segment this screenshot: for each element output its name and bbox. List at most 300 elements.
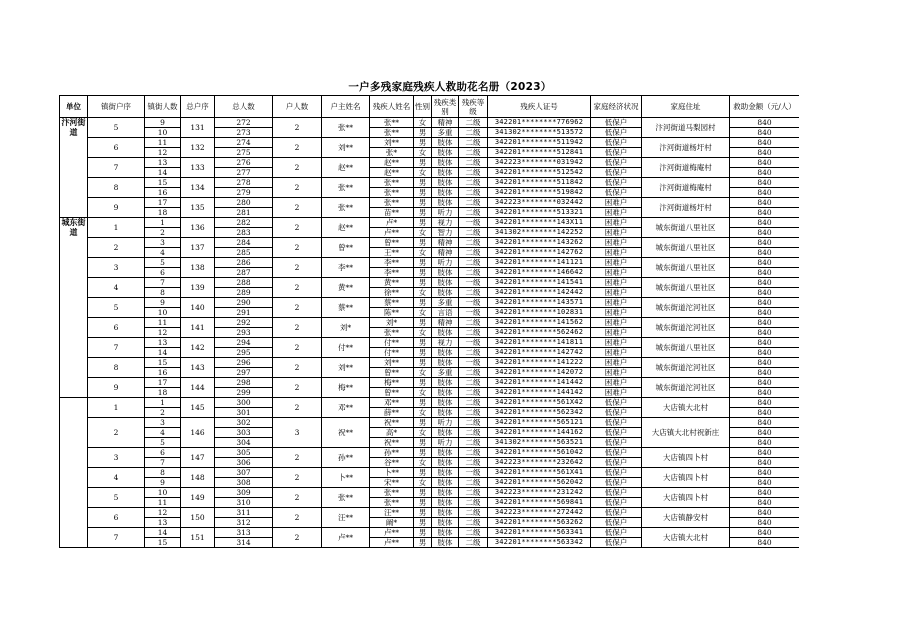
amount-cell: 840 <box>730 188 800 198</box>
disability-type-cell: 视力 <box>432 218 459 228</box>
amount-cell: 840 <box>730 238 800 248</box>
person-name-cell: 张** <box>370 118 414 128</box>
economic-status-cell: 低保户 <box>591 468 642 478</box>
household-size-cell: 2 <box>273 448 322 468</box>
table-row <box>60 378 800 388</box>
sex-cell: 男 <box>414 278 432 288</box>
household-size-cell: 2 <box>273 398 322 418</box>
certificate-id-cell: 342201********511942 <box>488 138 591 148</box>
certificate-id-cell: 342223********231242 <box>488 488 591 498</box>
disability-type-cell: 肢体 <box>432 398 459 408</box>
address-cell: 城东街道八里社区 <box>642 258 730 278</box>
disability-type-cell: 肢体 <box>432 508 459 518</box>
disability-type-cell: 肢体 <box>432 468 459 478</box>
disability-level-cell: 二级 <box>459 498 488 508</box>
table-row <box>60 218 800 228</box>
disability-level-cell: 一级 <box>459 298 488 308</box>
disability-type-cell: 肢体 <box>432 448 459 458</box>
certificate-id-cell: 342201********141811 <box>488 338 591 348</box>
total-household-seq-cell: 150 <box>181 508 215 528</box>
address-cell: 城东街道沱河社区 <box>642 298 730 318</box>
person-name-cell: 卢** <box>370 228 414 238</box>
disability-level-cell: 二级 <box>459 128 488 138</box>
amount-cell: 840 <box>730 158 800 168</box>
household-head-cell: 卢** <box>322 528 370 548</box>
household-seq-cell: 3 <box>88 258 145 278</box>
economic-status-cell: 低保户 <box>591 118 642 128</box>
unit-name-cell: 汴河街道 <box>60 118 88 218</box>
person-index-cell: 12 <box>145 328 181 338</box>
header-cell: 户主姓名 <box>322 96 370 118</box>
disability-level-cell: 一级 <box>459 468 488 478</box>
person-index-cell: 12 <box>145 508 181 518</box>
header-cell: 总户序 <box>181 96 215 118</box>
amount-cell: 840 <box>730 518 800 528</box>
disability-level-cell: 二级 <box>459 418 488 428</box>
person-index-cell: 2 <box>145 408 181 418</box>
person-name-cell: 张* <box>370 148 414 158</box>
total-person-cell: 288 <box>215 278 273 288</box>
disability-type-cell: 肢体 <box>432 528 459 538</box>
certificate-id-cell: 342201********563341 <box>488 528 591 538</box>
person-name-cell: 曾** <box>370 388 414 398</box>
address-cell: 汴河街道梅庵村 <box>642 178 730 198</box>
person-index-cell: 15 <box>145 538 181 548</box>
economic-status-cell: 困难户 <box>591 218 642 228</box>
person-index-cell: 8 <box>145 468 181 478</box>
household-seq-cell: 2 <box>88 238 145 258</box>
certificate-id-cell: 342201********142762 <box>488 248 591 258</box>
total-person-cell: 307 <box>215 468 273 478</box>
household-head-cell: 孙** <box>322 448 370 468</box>
person-index-cell: 9 <box>145 118 181 128</box>
sex-cell: 男 <box>414 188 432 198</box>
person-name-cell: 祝** <box>370 438 414 448</box>
household-size-cell: 2 <box>273 178 322 198</box>
table-row <box>60 358 800 368</box>
economic-status-cell: 低保户 <box>591 488 642 498</box>
person-index-cell: 11 <box>145 498 181 508</box>
household-head-cell: 梅** <box>322 378 370 398</box>
person-index-cell: 9 <box>145 478 181 488</box>
certificate-id-cell: 342201********561042 <box>488 448 591 458</box>
table-row <box>60 258 800 268</box>
person-index-cell: 1 <box>145 218 181 228</box>
person-name-cell: 刘** <box>370 138 414 148</box>
address-cell: 大店镇大北村祝新庄 <box>642 418 730 448</box>
disability-type-cell: 视力 <box>432 338 459 348</box>
page-title: 一户多残家庭残疾人救助花名册（2023） <box>348 81 552 93</box>
person-index-cell: 3 <box>145 238 181 248</box>
economic-status-cell: 困难户 <box>591 388 642 398</box>
economic-status-cell: 困难户 <box>591 238 642 248</box>
household-size-cell: 2 <box>273 528 322 548</box>
economic-status-cell: 低保户 <box>591 158 642 168</box>
household-seq-cell: 9 <box>88 378 145 398</box>
address-cell: 城东街道八里社区 <box>642 278 730 298</box>
header-cell: 单位 <box>60 96 88 118</box>
person-name-cell: 刘* <box>370 318 414 328</box>
amount-cell: 840 <box>730 308 800 318</box>
certificate-id-cell: 342201********143X11 <box>488 218 591 228</box>
household-seq-cell: 6 <box>88 138 145 158</box>
person-name-cell: 苗** <box>370 208 414 218</box>
economic-status-cell: 困难户 <box>591 228 642 238</box>
person-name-cell: 张** <box>370 178 414 188</box>
certificate-id-cell: 342201********141562 <box>488 318 591 328</box>
person-index-cell: 3 <box>145 418 181 428</box>
amount-cell: 840 <box>730 438 800 448</box>
economic-status-cell: 低保户 <box>591 168 642 178</box>
disability-type-cell: 肢体 <box>432 198 459 208</box>
address-cell: 大店镇四卜村 <box>642 488 730 508</box>
disability-type-cell: 肢体 <box>432 458 459 468</box>
household-seq-cell: 1 <box>88 398 145 418</box>
table-row <box>60 418 800 428</box>
total-household-seq-cell: 151 <box>181 528 215 548</box>
total-household-seq-cell: 132 <box>181 138 215 158</box>
total-household-seq-cell: 137 <box>181 238 215 258</box>
person-name-cell: 阚* <box>370 518 414 528</box>
total-person-cell: 275 <box>215 148 273 158</box>
certificate-id-cell: 342201********563262 <box>488 518 591 528</box>
household-size-cell: 2 <box>273 138 322 158</box>
address-cell: 城东街道沱河社区 <box>642 358 730 378</box>
person-name-cell: 曾** <box>370 368 414 378</box>
disability-type-cell: 言语 <box>432 308 459 318</box>
header-cell: 镇街户序 <box>88 96 145 118</box>
disability-type-cell: 精神 <box>432 118 459 128</box>
total-person-cell: 309 <box>215 488 273 498</box>
disability-level-cell: 二级 <box>459 288 488 298</box>
disability-level-cell: 二级 <box>459 228 488 238</box>
amount-cell: 840 <box>730 428 800 438</box>
household-head-cell: 张** <box>322 118 370 138</box>
table-row <box>60 178 800 188</box>
disability-level-cell: 一级 <box>459 218 488 228</box>
total-person-cell: 313 <box>215 528 273 538</box>
table-row <box>60 398 800 408</box>
household-size-cell: 2 <box>273 158 322 178</box>
sex-cell: 女 <box>414 168 432 178</box>
disability-level-cell: 二级 <box>459 478 488 488</box>
household-size-cell: 3 <box>273 418 322 448</box>
person-index-cell: 13 <box>145 518 181 528</box>
person-name-cell: 李** <box>370 258 414 268</box>
certificate-id-cell: 342201********519842 <box>488 188 591 198</box>
person-index-cell: 10 <box>145 308 181 318</box>
amount-cell: 840 <box>730 498 800 508</box>
economic-status-cell: 困难户 <box>591 318 642 328</box>
economic-status-cell: 困难户 <box>591 348 642 358</box>
household-size-cell: 2 <box>273 298 322 318</box>
certificate-id-cell: 342201********512841 <box>488 148 591 158</box>
address-cell: 城东街道八里社区 <box>642 218 730 238</box>
person-name-cell: 卢** <box>370 538 414 548</box>
disability-level-cell: 二级 <box>459 258 488 268</box>
sex-cell: 女 <box>414 118 432 128</box>
sex-cell: 男 <box>414 398 432 408</box>
table-row <box>60 338 800 348</box>
household-head-cell: 张** <box>322 488 370 508</box>
disability-level-cell: 二级 <box>459 148 488 158</box>
amount-cell: 840 <box>730 538 800 548</box>
total-household-seq-cell: 143 <box>181 358 215 378</box>
disability-type-cell: 肢体 <box>432 388 459 398</box>
household-head-cell: 黄** <box>322 278 370 298</box>
disability-level-cell: 二级 <box>459 398 488 408</box>
economic-status-cell: 困难户 <box>591 358 642 368</box>
person-name-cell: 李** <box>370 268 414 278</box>
amount-cell: 840 <box>730 128 800 138</box>
address-cell: 大店镇大北村 <box>642 528 730 548</box>
person-index-cell: 4 <box>145 428 181 438</box>
disability-type-cell: 听力 <box>432 208 459 218</box>
economic-status-cell: 困难户 <box>591 198 642 208</box>
unit-name-cell <box>60 398 88 548</box>
address-cell: 城东街道沱河社区 <box>642 378 730 398</box>
sex-cell: 女 <box>414 148 432 158</box>
household-seq-cell: 4 <box>88 278 145 298</box>
economic-status-cell: 困难户 <box>591 258 642 268</box>
amount-cell: 840 <box>730 328 800 338</box>
disability-level-cell: 二级 <box>459 178 488 188</box>
certificate-id-cell: 342201********562042 <box>488 478 591 488</box>
certificate-id-cell: 342201********142072 <box>488 368 591 378</box>
person-index-cell: 12 <box>145 148 181 158</box>
household-head-cell: 赵** <box>322 218 370 238</box>
address-cell: 汴河街道马梨园村 <box>642 118 730 138</box>
sex-cell: 男 <box>414 448 432 458</box>
disability-level-cell: 二级 <box>459 408 488 418</box>
amount-cell: 840 <box>730 118 800 128</box>
header-cell: 性别 <box>414 96 432 118</box>
person-name-cell: 高* <box>370 428 414 438</box>
household-head-cell: 刘* <box>322 318 370 338</box>
roster-table <box>59 95 799 548</box>
certificate-id-cell: 342201********561X42 <box>488 398 591 408</box>
table-row <box>60 508 800 518</box>
economic-status-cell: 低保户 <box>591 148 642 158</box>
household-seq-cell: 2 <box>88 418 145 448</box>
address-cell: 大店镇大北村 <box>642 398 730 418</box>
person-index-cell: 13 <box>145 158 181 168</box>
household-seq-cell: 7 <box>88 158 145 178</box>
economic-status-cell: 低保户 <box>591 538 642 548</box>
disability-level-cell: 二级 <box>459 328 488 338</box>
total-household-seq-cell: 136 <box>181 218 215 238</box>
sex-cell: 女 <box>414 458 432 468</box>
total-household-seq-cell: 131 <box>181 118 215 138</box>
person-index-cell: 14 <box>145 528 181 538</box>
person-index-cell: 5 <box>145 438 181 448</box>
total-person-cell: 300 <box>215 398 273 408</box>
disability-type-cell: 肢体 <box>432 428 459 438</box>
sex-cell: 男 <box>414 468 432 478</box>
economic-status-cell: 困难户 <box>591 328 642 338</box>
total-household-seq-cell: 142 <box>181 338 215 358</box>
sex-cell: 男 <box>414 208 432 218</box>
household-head-cell: 赵** <box>322 158 370 178</box>
spreadsheet-area <box>59 95 799 551</box>
total-person-cell: 295 <box>215 348 273 358</box>
person-index-cell: 11 <box>145 138 181 148</box>
total-household-seq-cell: 141 <box>181 318 215 338</box>
sex-cell: 女 <box>414 388 432 398</box>
amount-cell: 840 <box>730 268 800 278</box>
table-row <box>60 448 800 458</box>
total-person-cell: 304 <box>215 438 273 448</box>
total-person-cell: 303 <box>215 428 273 438</box>
certificate-id-cell: 342201********569841 <box>488 498 591 508</box>
disability-level-cell: 一级 <box>459 308 488 318</box>
sex-cell: 男 <box>414 128 432 138</box>
total-household-seq-cell: 140 <box>181 298 215 318</box>
sex-cell: 男 <box>414 218 432 228</box>
economic-status-cell: 低保户 <box>591 428 642 438</box>
amount-cell: 840 <box>730 408 800 418</box>
person-index-cell: 16 <box>145 188 181 198</box>
disability-level-cell: 二级 <box>459 488 488 498</box>
household-size-cell: 2 <box>273 258 322 278</box>
disability-level-cell: 二级 <box>459 268 488 278</box>
person-name-cell: 祝** <box>370 418 414 428</box>
disability-level-cell: 二级 <box>459 388 488 398</box>
certificate-id-cell: 342201********144142 <box>488 388 591 398</box>
total-household-seq-cell: 139 <box>181 278 215 298</box>
household-size-cell: 2 <box>273 238 322 258</box>
household-size-cell: 2 <box>273 198 322 218</box>
amount-cell: 840 <box>730 258 800 268</box>
household-head-cell: 邓** <box>322 398 370 418</box>
certificate-id-cell: 342201********141121 <box>488 258 591 268</box>
amount-cell: 840 <box>730 528 800 538</box>
total-person-cell: 272 <box>215 118 273 128</box>
household-size-cell: 2 <box>273 508 322 528</box>
disability-type-cell: 精神 <box>432 238 459 248</box>
disability-type-cell: 肢体 <box>432 138 459 148</box>
header-cell: 救助金额（元/人） <box>730 96 800 118</box>
amount-cell: 840 <box>730 418 800 428</box>
economic-status-cell: 低保户 <box>591 138 642 148</box>
disability-type-cell: 肢体 <box>432 288 459 298</box>
certificate-id-cell: 342201********776962 <box>488 118 591 128</box>
total-person-cell: 280 <box>215 198 273 208</box>
household-seq-cell: 6 <box>88 318 145 338</box>
total-person-cell: 310 <box>215 498 273 508</box>
person-name-cell: 梅** <box>370 378 414 388</box>
economic-status-cell: 困难户 <box>591 308 642 318</box>
household-head-cell: 付** <box>322 338 370 358</box>
header-cell: 残疾类别 <box>432 96 459 118</box>
economic-status-cell: 困难户 <box>591 268 642 278</box>
amount-cell: 840 <box>730 178 800 188</box>
sex-cell: 男 <box>414 418 432 428</box>
sex-cell: 男 <box>414 498 432 508</box>
household-seq-cell: 7 <box>88 338 145 358</box>
address-cell: 大店镇四卜村 <box>642 448 730 468</box>
household-seq-cell: 5 <box>88 488 145 508</box>
person-index-cell: 13 <box>145 338 181 348</box>
economic-status-cell: 低保户 <box>591 498 642 508</box>
household-size-cell: 2 <box>273 488 322 508</box>
economic-status-cell: 低保户 <box>591 448 642 458</box>
sex-cell: 男 <box>414 338 432 348</box>
household-seq-cell: 1 <box>88 218 145 238</box>
amount-cell: 840 <box>730 278 800 288</box>
household-size-cell: 2 <box>273 118 322 138</box>
disability-type-cell: 肢体 <box>432 188 459 198</box>
certificate-id-cell: 342201********563342 <box>488 538 591 548</box>
household-head-cell: 蔡** <box>322 298 370 318</box>
header-cell: 总人数 <box>215 96 273 118</box>
household-seq-cell: 3 <box>88 448 145 468</box>
certificate-id-cell: 342201********142442 <box>488 288 591 298</box>
disability-type-cell: 肢体 <box>432 488 459 498</box>
total-household-seq-cell: 148 <box>181 468 215 488</box>
person-index-cell: 7 <box>145 278 181 288</box>
total-person-cell: 305 <box>215 448 273 458</box>
total-person-cell: 299 <box>215 388 273 398</box>
economic-status-cell: 低保户 <box>591 508 642 518</box>
economic-status-cell: 困难户 <box>591 368 642 378</box>
household-size-cell: 2 <box>273 318 322 338</box>
disability-type-cell: 多重 <box>432 368 459 378</box>
total-person-cell: 274 <box>215 138 273 148</box>
total-person-cell: 294 <box>215 338 273 348</box>
amount-cell: 840 <box>730 508 800 518</box>
header-cell: 家庭经济状况 <box>591 96 642 118</box>
person-index-cell: 4 <box>145 248 181 258</box>
person-name-cell: 邓** <box>370 398 414 408</box>
economic-status-cell: 低保户 <box>591 438 642 448</box>
disability-type-cell: 肢体 <box>432 498 459 508</box>
certificate-id-cell: 341302********513572 <box>488 128 591 138</box>
household-head-cell: 卜** <box>322 468 370 488</box>
person-index-cell: 14 <box>145 168 181 178</box>
household-head-cell: 张** <box>322 198 370 218</box>
economic-status-cell: 低保户 <box>591 188 642 198</box>
total-person-cell: 289 <box>215 288 273 298</box>
sex-cell: 女 <box>414 228 432 238</box>
person-index-cell: 14 <box>145 348 181 358</box>
sex-cell: 男 <box>414 528 432 538</box>
sex-cell: 女 <box>414 288 432 298</box>
sex-cell: 男 <box>414 488 432 498</box>
person-name-cell: 蔡** <box>370 298 414 308</box>
amount-cell: 840 <box>730 248 800 258</box>
household-size-cell: 2 <box>273 358 322 378</box>
person-index-cell: 10 <box>145 128 181 138</box>
total-household-seq-cell: 138 <box>181 258 215 278</box>
table-body <box>60 118 800 548</box>
person-index-cell: 6 <box>145 448 181 458</box>
person-name-cell: 卢* <box>370 218 414 228</box>
person-index-cell: 7 <box>145 458 181 468</box>
household-seq-cell: 5 <box>88 298 145 318</box>
total-person-cell: 302 <box>215 418 273 428</box>
household-size-cell: 2 <box>273 338 322 358</box>
economic-status-cell: 困难户 <box>591 248 642 258</box>
sex-cell: 女 <box>414 428 432 438</box>
address-cell: 汴河街道杨圩村 <box>642 138 730 158</box>
total-person-cell: 273 <box>215 128 273 138</box>
sex-cell: 男 <box>414 158 432 168</box>
economic-status-cell: 低保户 <box>591 528 642 538</box>
disability-type-cell: 肢体 <box>432 538 459 548</box>
certificate-id-cell: 342223********272442 <box>488 508 591 518</box>
total-household-seq-cell: 133 <box>181 158 215 178</box>
